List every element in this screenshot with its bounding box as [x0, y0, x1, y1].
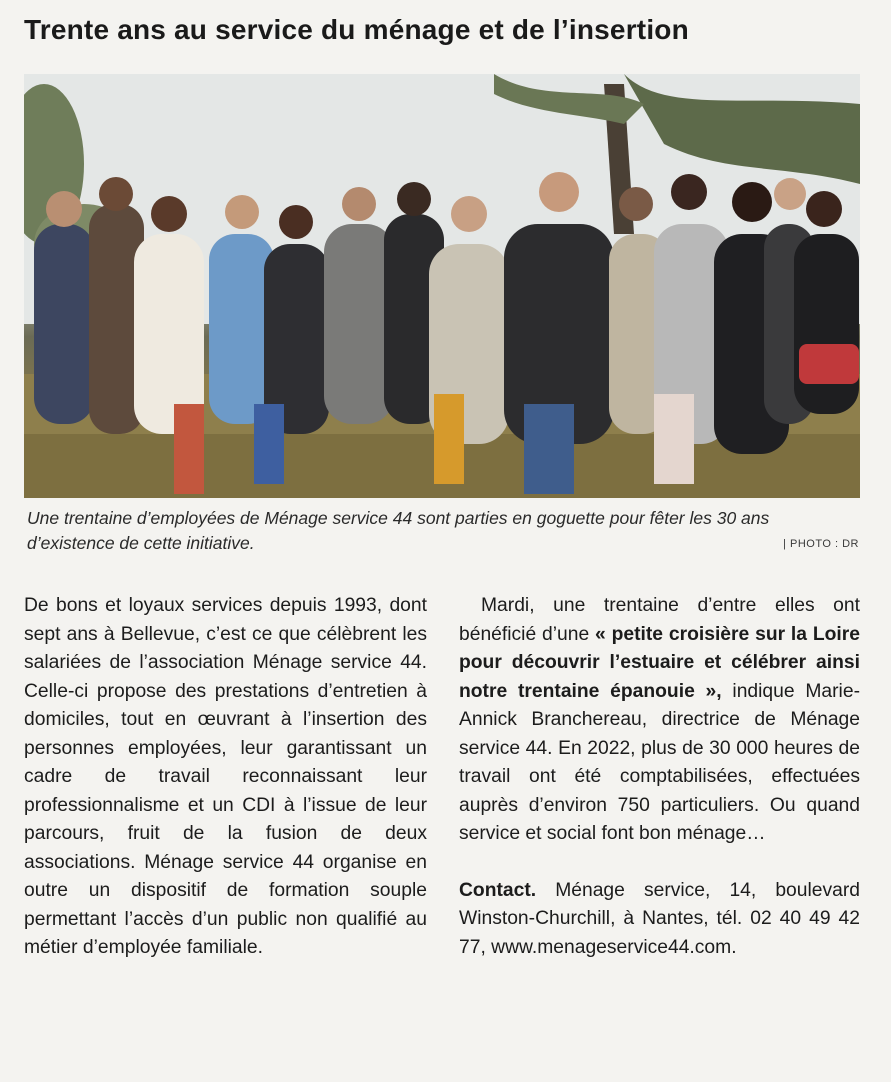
photo-credit: | PHOTO : DR — [783, 538, 859, 550]
body-paragraph: De bons et loyaux services depuis 1993, dont sept ans à Bellevue, c’est ce que célèbrent les salariées de l’association Ménage service 44. Celle-ci propose des prestations d’entretien à domiciles, tout en œuvrant à l’insertion des personnes employées, leur garantissant un cadre de travail reconnaissant leur professionnalisme et un CDI à l’issue de leur parcours, fruit de la fusion de deux associations. Ménage service 44 organise en outre un dispositif de formation souple permettant l’accès d’un public non qualifié au métier d’employée familiale. — [24, 595, 427, 958]
contact-paragraph — [459, 877, 860, 963]
article-title: Trente ans au service du ménage et de l’insertion — [24, 14, 689, 45]
contact-text: Ménage service, 14, boulevard Winston-Churchill, à Nantes, tél. 02 40 49 42 77, www.menageservice44.com. — [459, 879, 861, 958]
column-right — [459, 592, 860, 962]
group-photo — [24, 74, 860, 498]
column-left — [24, 592, 427, 963]
paragraph-start: Mardi, une trentaine d’entre elles ont bénéficié d’une — [459, 595, 860, 645]
body-paragraph-2 — [459, 592, 860, 849]
quote-text: « petite croisière sur la Loire pour découvrir l’estuaire et célébrer ainsi notre trentaine épanouie », — [459, 623, 860, 702]
paragraph-end: indique Marie-Annick Branchereau, directrice de Ménage service 44. En 2022, plus de 30 000 heures de travail ont été comptabilisées, effectuées auprès d’environ 750 particuliers. Ou quand service et social font bon ménage… — [459, 680, 860, 844]
group-photo-image — [24, 74, 860, 498]
contact-label: Contact. — [459, 879, 537, 901]
photo-caption: Une trentaine d’employées de Ménage service 44 sont parties en goguette pour fêter les 30 ans d’existence de cette initiative. — [27, 508, 770, 553]
